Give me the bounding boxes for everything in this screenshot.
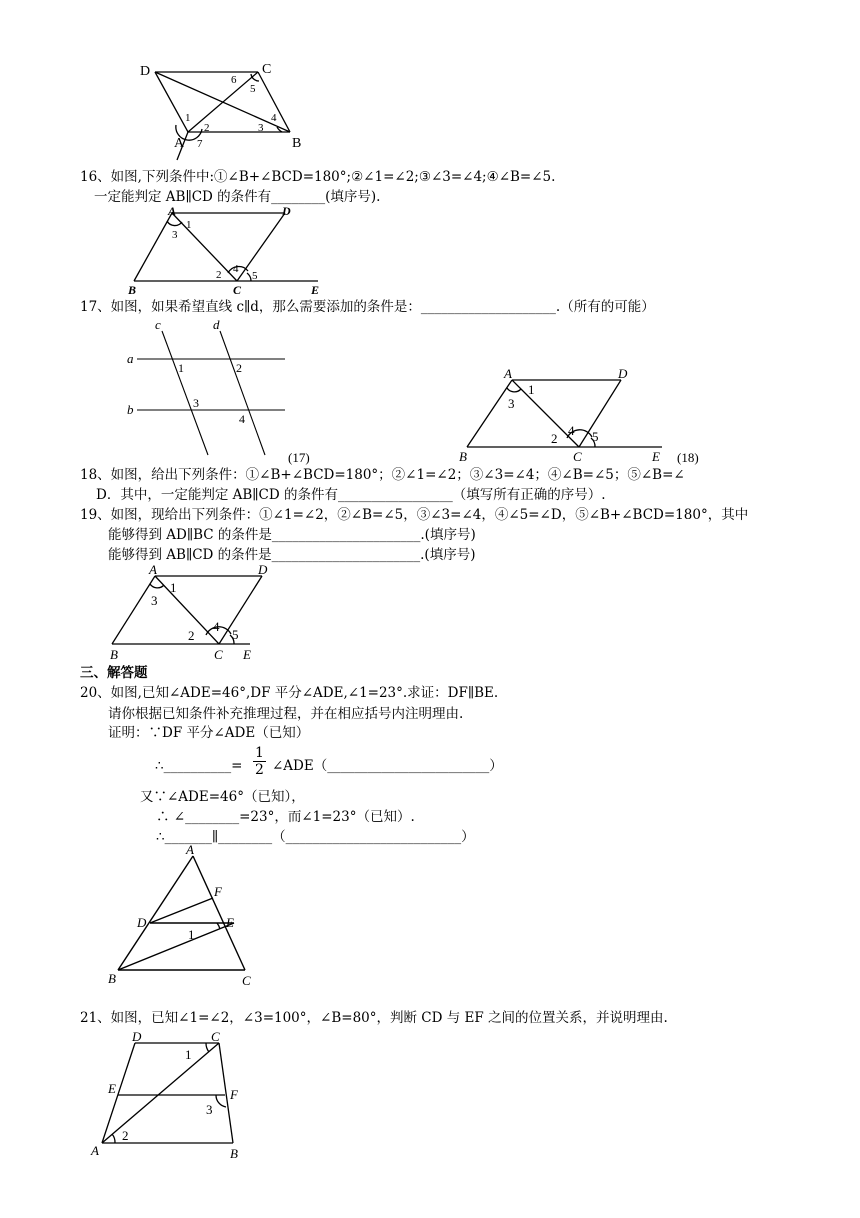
q20-angle-1: 1: [188, 927, 195, 942]
q21-angle-3: 3: [206, 1102, 213, 1117]
q19-angle-1: 1: [170, 580, 177, 595]
figure-q18: [452, 360, 712, 468]
q21-text-line1: 21、如图，已知∠1=∠2，∠3=100°，∠B=80°，判断 CD 与 EF 之间的位置关系，并说明理由.: [80, 1010, 668, 1026]
q20-vertex-b: B: [108, 971, 116, 986]
angle-label-5: 5: [250, 83, 256, 95]
q18-vertex-e: E: [652, 449, 660, 464]
q17-line-c: c: [155, 317, 161, 332]
q17-caption: (17): [288, 450, 310, 465]
q16-angle-5: 5: [252, 270, 258, 282]
q19-angle-4: 4: [213, 619, 220, 634]
vertex-c: C: [262, 62, 272, 77]
q18-angle-2: 2: [551, 431, 558, 446]
q20-text-line1: 20、如图,已知∠ADE=46°,DF 平分∠ADE,∠1=23°.求证：DF∥BE.: [80, 685, 499, 701]
fraction-denominator: 2: [255, 762, 264, 778]
q18-angle-3: 3: [508, 396, 515, 411]
q19-text-line1: 19、如图，现给出下列条件：①∠1=∠2，②∠B=∠5，③∠3=∠4，④∠5=∠D，⑤∠B+∠BCD=180°，其中: [80, 507, 749, 523]
q21-angle-1: 1: [185, 1047, 192, 1062]
q19-vertex-b: B: [110, 647, 118, 662]
q16-text-line2: 一定能判定 AB∥CD 的条件有________(填序号).: [94, 189, 381, 205]
fraction-numerator: 1: [255, 745, 264, 761]
q20-proof-line7: ∴_______∥________（__________________________）: [156, 829, 475, 845]
q21-angle-2: 2: [122, 1128, 129, 1143]
q17-line-d: d: [213, 317, 220, 332]
q21-vertex-e: E: [108, 1081, 116, 1096]
q21-vertex-f: F: [230, 1087, 238, 1102]
q17-angle-3: 3: [193, 396, 199, 410]
angle-label-2: 2: [204, 122, 210, 134]
q20-proof-line-a: ∴__________=: [155, 758, 243, 774]
q16-angle-4: 4: [233, 263, 239, 275]
q16-vertex-c: C: [233, 283, 242, 297]
q19-angle-3: 3: [151, 593, 158, 608]
q18-text-line1: 18、如图，给出下列条件：①∠B+∠BCD=180°；②∠1=∠2；③∠3=∠4；④∠B=∠5；⑤∠B=∠: [80, 467, 685, 483]
q21-vertex-d: D: [132, 1029, 142, 1044]
q17-angle-2: 2: [236, 361, 242, 375]
q19-angle-2: 2: [188, 628, 195, 643]
q19-vertex-d: D: [258, 562, 268, 577]
q19-vertex-a: A: [149, 562, 157, 577]
q17-text-line1: 17、如图，如果希望直线 c∥d，那么需要添加的条件是：____________________.（所有的可能）: [80, 299, 655, 315]
q18-angle-4: 4: [568, 423, 575, 438]
fraction-one-half: [253, 745, 266, 778]
q18-vertex-d: D: [618, 366, 628, 381]
vertex-b: B: [292, 136, 302, 151]
q17-angle-4: 4: [239, 412, 245, 426]
q20-vertex-a: A: [186, 842, 194, 857]
q18-text-line2: D．其中，一定能判定 AB∥CD 的条件有_________________（填写所有正确的序号）.: [96, 487, 606, 503]
angle-label-1: 1: [185, 112, 191, 124]
q18-angle-1: 1: [528, 382, 535, 397]
figure-q16: [120, 203, 330, 298]
q16-angle-2: 2: [216, 269, 222, 281]
q20-proof-line6: ∴ ∠________=23°，而∠1=23°（已知）.: [156, 809, 415, 825]
q18-caption: (18): [677, 450, 699, 465]
section-heading: 三、解答题: [80, 665, 148, 681]
q20-vertex-d: D: [137, 915, 147, 930]
figure-q19: [100, 560, 275, 665]
q17-line-b: b: [127, 402, 134, 417]
q17-angle-1: 1: [178, 361, 184, 375]
q16-angle-3: 3: [172, 229, 178, 241]
q19-vertex-e: E: [243, 647, 251, 662]
q21-vertex-c: C: [211, 1029, 220, 1044]
q20-text-line2: 请你根据已知条件补充推理过程，并在相应括号内注明理由.: [108, 706, 464, 722]
q20-text-line3: 证明：∵DF 平分∠ADE（已知）: [108, 725, 310, 741]
q17-line-a: a: [127, 351, 134, 366]
q19-text-line3: 能够得到 AB∥CD 的条件是______________________.(填序号): [108, 547, 476, 563]
angle-label-6: 6: [231, 74, 237, 86]
q20-vertex-f: F: [214, 884, 222, 899]
q18-vertex-b: B: [459, 449, 467, 464]
q19-vertex-c: C: [214, 647, 223, 662]
q20-vertex-c: C: [242, 973, 251, 988]
q18-angle-5: 5: [592, 429, 599, 444]
q20-proof-line-b: ∠ADE（________________________）: [272, 758, 503, 774]
vertex-d: D: [140, 64, 151, 79]
q21-vertex-a: A: [91, 1143, 99, 1158]
angle-label-7: 7: [197, 138, 203, 150]
q16-vertex-b: B: [128, 283, 137, 297]
q16-vertex-e: E: [311, 283, 320, 297]
q16-vertex-a: A: [168, 204, 177, 218]
q19-angle-5: 5: [232, 627, 239, 642]
angle-label-3: 3: [258, 122, 264, 134]
q18-vertex-c: C: [573, 449, 582, 464]
q20-vertex-e: E: [226, 915, 234, 930]
q16-vertex-d: D: [282, 204, 291, 218]
figure-q20: [100, 840, 270, 990]
figure-parallelogram-top: [130, 55, 310, 170]
q21-vertex-b: B: [230, 1146, 238, 1161]
q20-proof-line5: 又∵∠ADE=46°（已知），: [140, 789, 305, 805]
angle-label-4: 4: [271, 112, 277, 124]
q16-text-line1: 16、如图,下列条件中:①∠B+∠BCD=180°;②∠1=∠2;③∠3=∠4;④∠B=∠5.: [80, 169, 556, 185]
vertex-a: A: [174, 136, 185, 151]
figure-q17: [120, 316, 330, 468]
q16-angle-1: 1: [186, 219, 192, 231]
q18-vertex-a: A: [504, 366, 512, 381]
q19-text-line2: 能够得到 AD∥BC 的条件是______________________.(填序号): [108, 527, 476, 543]
figure-q21: [85, 1027, 260, 1162]
